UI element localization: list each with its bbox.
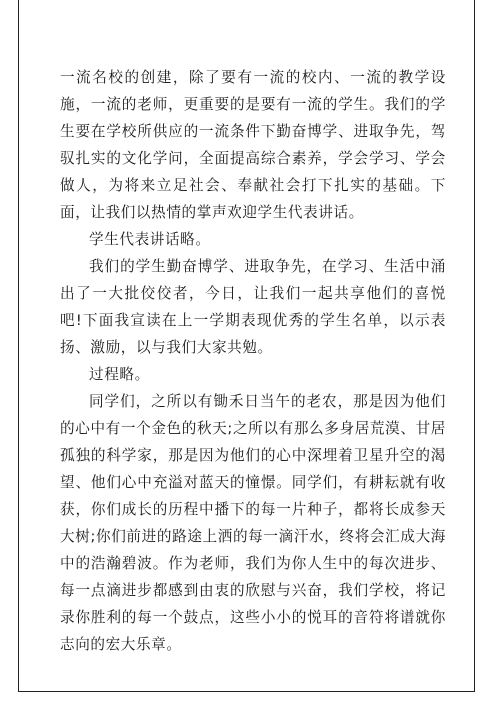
paragraph-student-speech-note: 学生代表讲话略。 [89,231,211,248]
paragraph-honor-list: 我们的学生勤奋博学、进取争先，在学习、生活中涌出了一大批佼佼者，今日，让我们一起共享他们的喜悦吧!下面我宣读在上一学期表现优秀的学生名单，以示表扬、激励，以与我们大家共勉。 [60,258,446,356]
document-body [60,64,446,658]
paragraph-closing: 同学们，之所以有锄禾日当午的老农，那是因为他们的心中有一个金色的秋天;之所以有那么多身居荒漠、甘居孤独的科学家，那是因为他们的心中深埋着卫星升空的渴望、他们心中充溢对蓝天的憧憬。同学们，有耕耘就有收获，你们成长的历程中播下的每一片种子，都将长成参天大树;你们前进的路途上洒的每一滴汗水，终将会汇成大海中的浩瀚碧波。作为老师，我们为你人生中的每次进步、每一点滴进步都感到由衷的欣慰与兴奋，我们学校，将记录你胜利的每一个鼓点，这些小小的悦耳的音符将谱就你志向的宏大乐章。 [60,393,446,653]
paragraph-intro: 一流名校的创建，除了要有一流的校内、一流的教学设施，一流的老师，更重要的是要有一流的学生。我们的学生要在学校所供应的一流条件下勤奋博学、进取争先，驾驭扎实的文化学问，全面提高综合素养，学会学习、学会做人，为将来立足社会、奉献社会打下扎实的基础。下面，让我们以热情的掌声欢迎学生代表讲话。 [60,69,446,221]
paragraph-process-note: 过程略。 [89,366,150,383]
